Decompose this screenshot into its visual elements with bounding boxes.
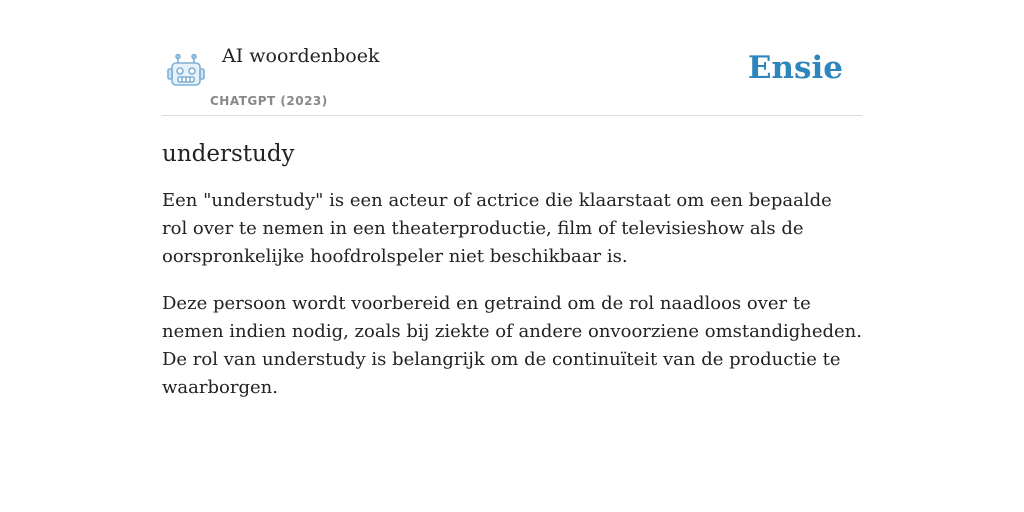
definition-paragraph: Een "understudy" is een acteur of actrice die klaarstaat om een bepaalde rol over te nemen in een theaterproductie, film of televisieshow als de oorspronkelijke hoofdrolspeler niet beschikbaar is. — [162, 190, 832, 267]
entry-word: understudy — [162, 141, 295, 167]
entry-definition — [162, 187, 862, 402]
brand-logo[interactable]: Ensie — [747, 50, 843, 86]
page-container — [162, 0, 862, 402]
source-subtitle: CHATGPT (2023) — [210, 94, 328, 108]
definition-paragraph: Deze persoon wordt voorbereid en getraind om de rol naadloos over te nemen indien nodig, zoals bij ziekte of andere onvoorziene omstandigheden. De rol van understudy is belangrijk om de continuïteit van de productie te waarborgen. — [162, 293, 862, 398]
robot-icon — [166, 52, 206, 90]
site-title[interactable]: AI woordenboek — [222, 45, 380, 67]
page-header — [162, 0, 862, 116]
